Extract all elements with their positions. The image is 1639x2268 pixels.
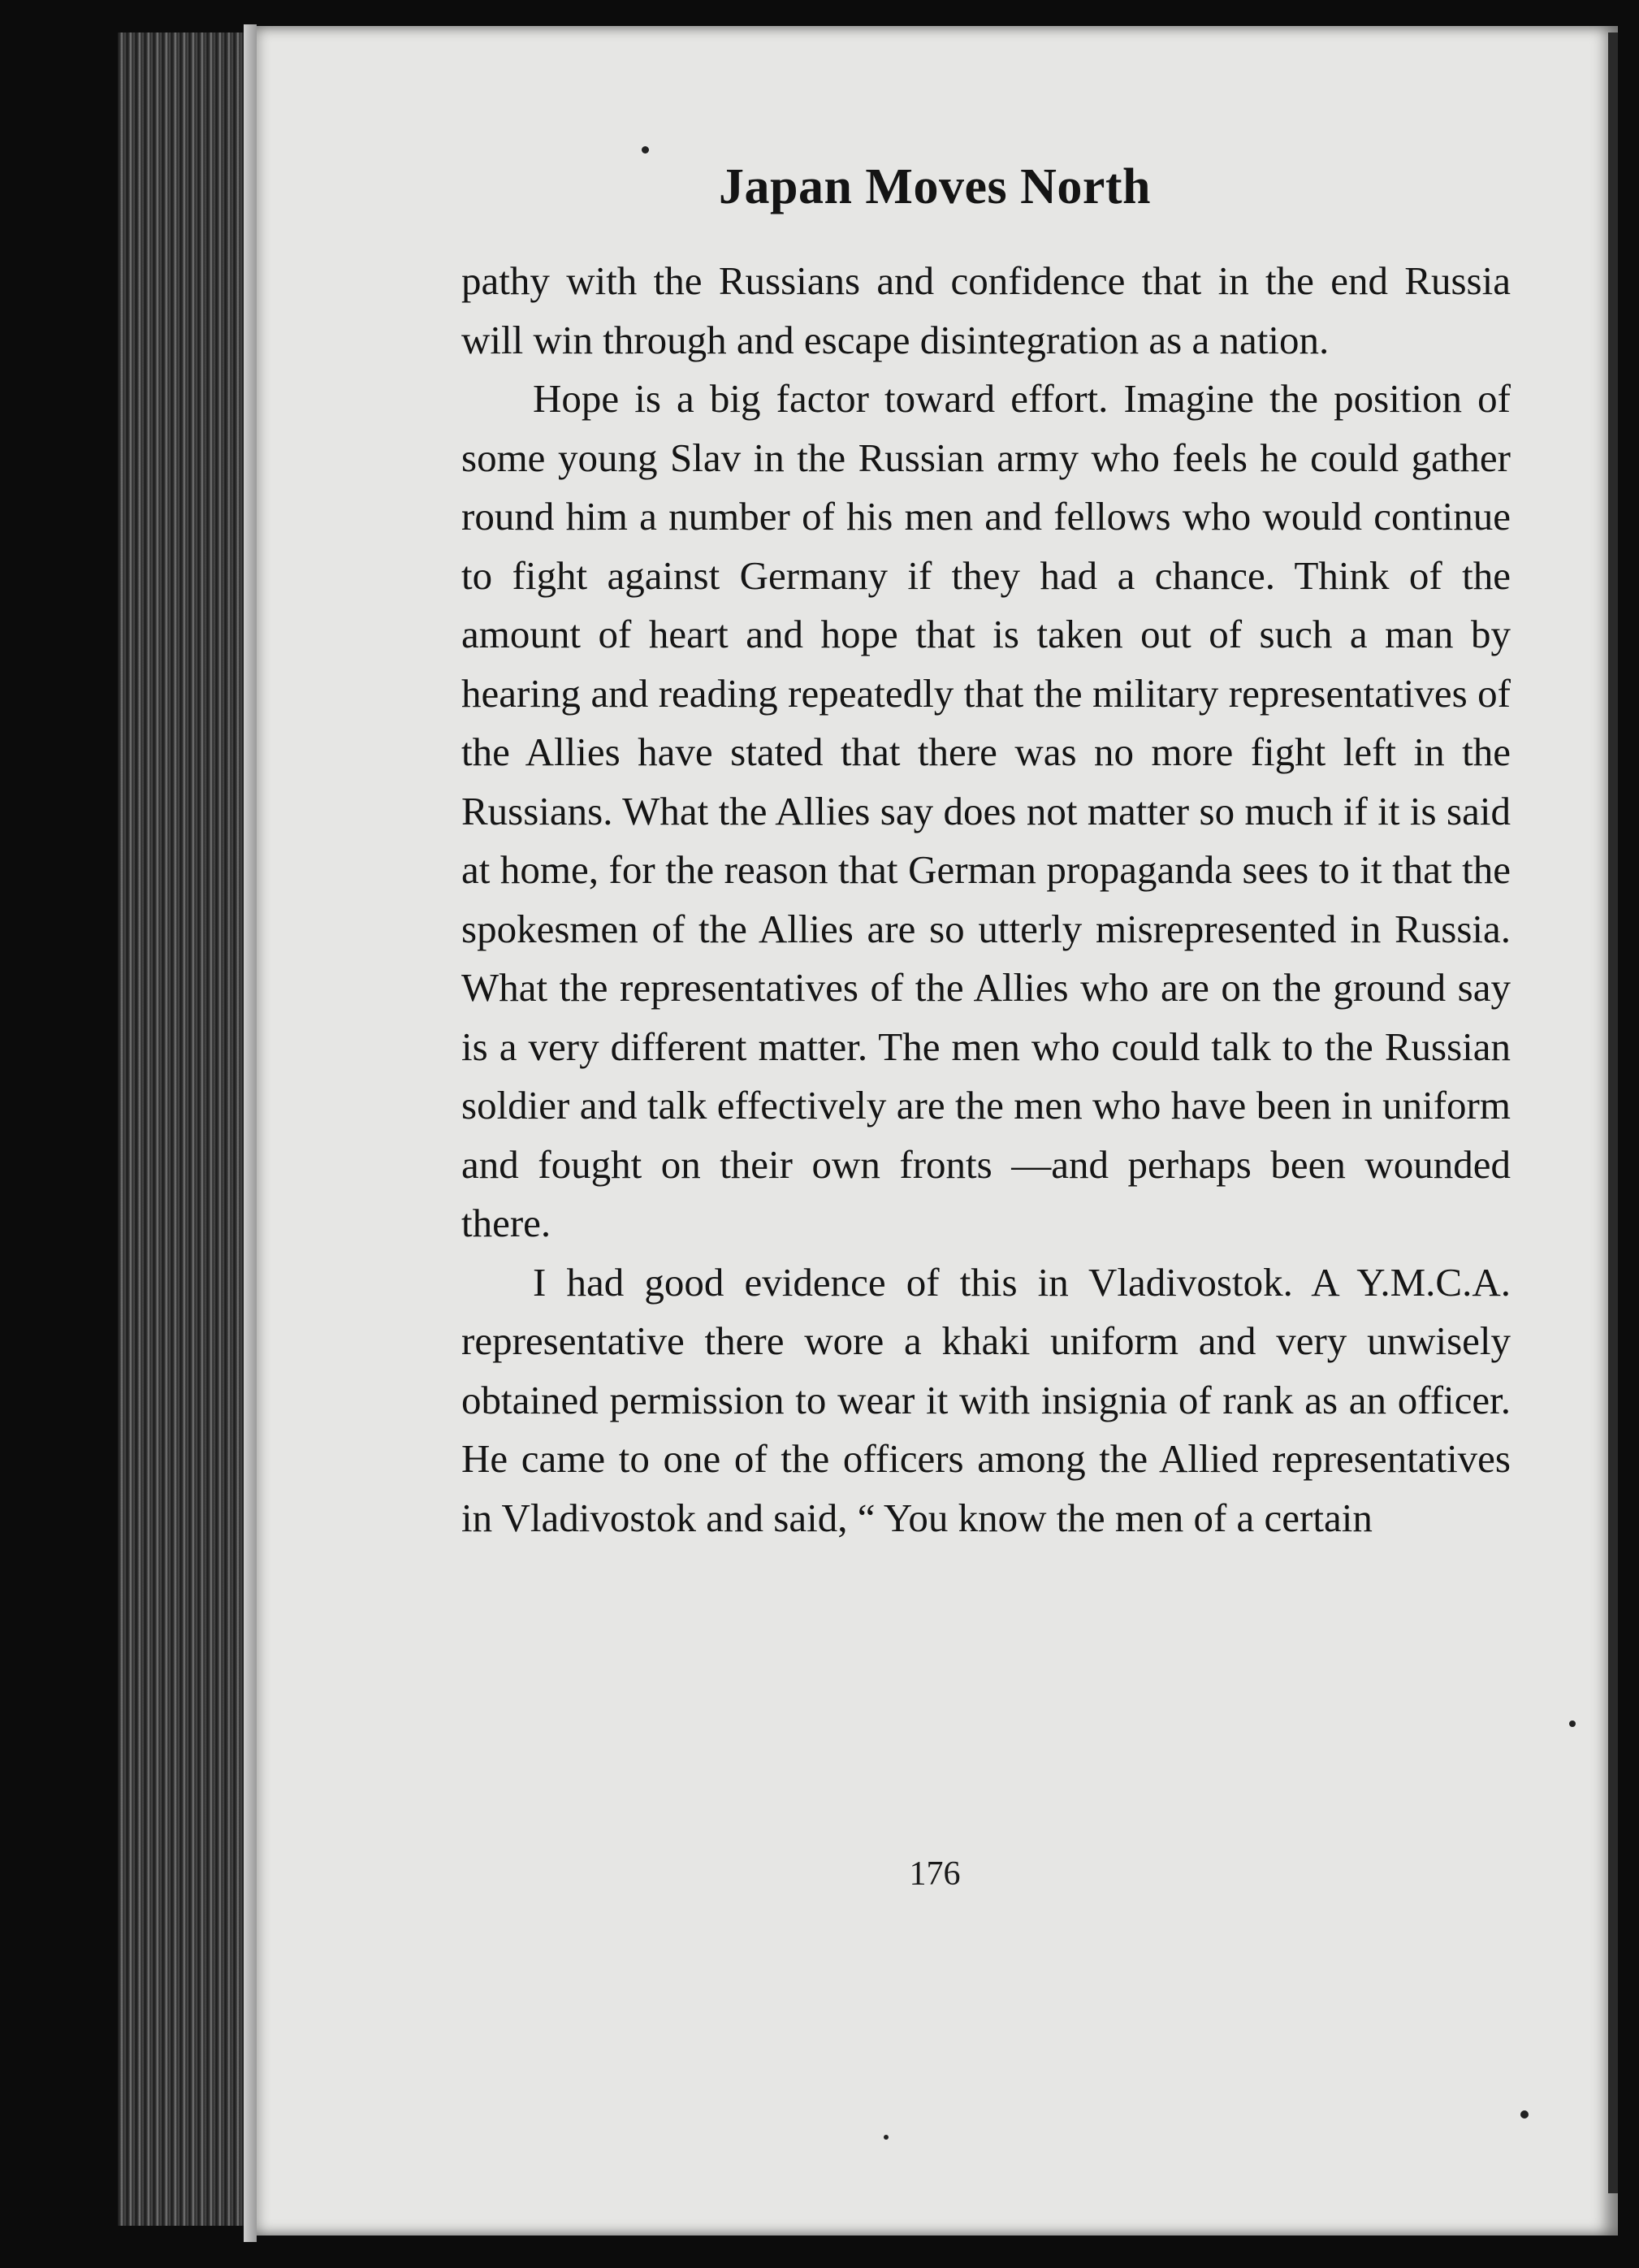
paragraph-2: Hope is a big factor toward effort. Imagine the position of some young Slav in the Russian army who feels he could gather round him a number of his men and fellows who would continue to fight against Germany if they had a chance. Think of the amount of heart and hope that is taken out of such a man by hearing and reading repeatedly that the military representatives of the Allies have stated that there was no more fight left in the Russians. What the Allies say does not matter so much if it is said at home, for the reason that German propaganda sees to it that the spokesmen of the Allies are so utterly misrepresented in Russia. What the representatives of the Allies who are on the ground say is a very different matter. The men who could talk to the Russian soldier and talk effectively are the men who have been in uniform and fought on their own fronts —and perhaps been wounded there. bbox=[461, 376, 1511, 1245]
page-gutter bbox=[244, 24, 257, 2242]
book-spine bbox=[118, 32, 256, 2226]
running-head: Japan Moves North bbox=[718, 159, 1152, 214]
paragraph-1: pathy with the Russians and confidence that in the end Russia will win through and escape disintegration as a nation. bbox=[461, 258, 1511, 362]
page-number: 176 bbox=[909, 1855, 961, 1893]
ink-speck bbox=[1569, 1720, 1576, 1727]
paragraph-3: I had good evidence of this in Vladivostok. A Y.M.C.A. representative there wore a khaki uniform and very unwisely obtained permission to wear it with insignia of rank as an officer. He came to one of the officers among the Allied representatives in Vladivostok and said, “ You know the men of a certain bbox=[461, 1259, 1511, 1540]
ink-speck bbox=[1520, 2110, 1529, 2119]
body-text bbox=[461, 252, 1511, 1547]
ink-speck bbox=[642, 146, 649, 154]
ink-speck bbox=[884, 2135, 889, 2140]
